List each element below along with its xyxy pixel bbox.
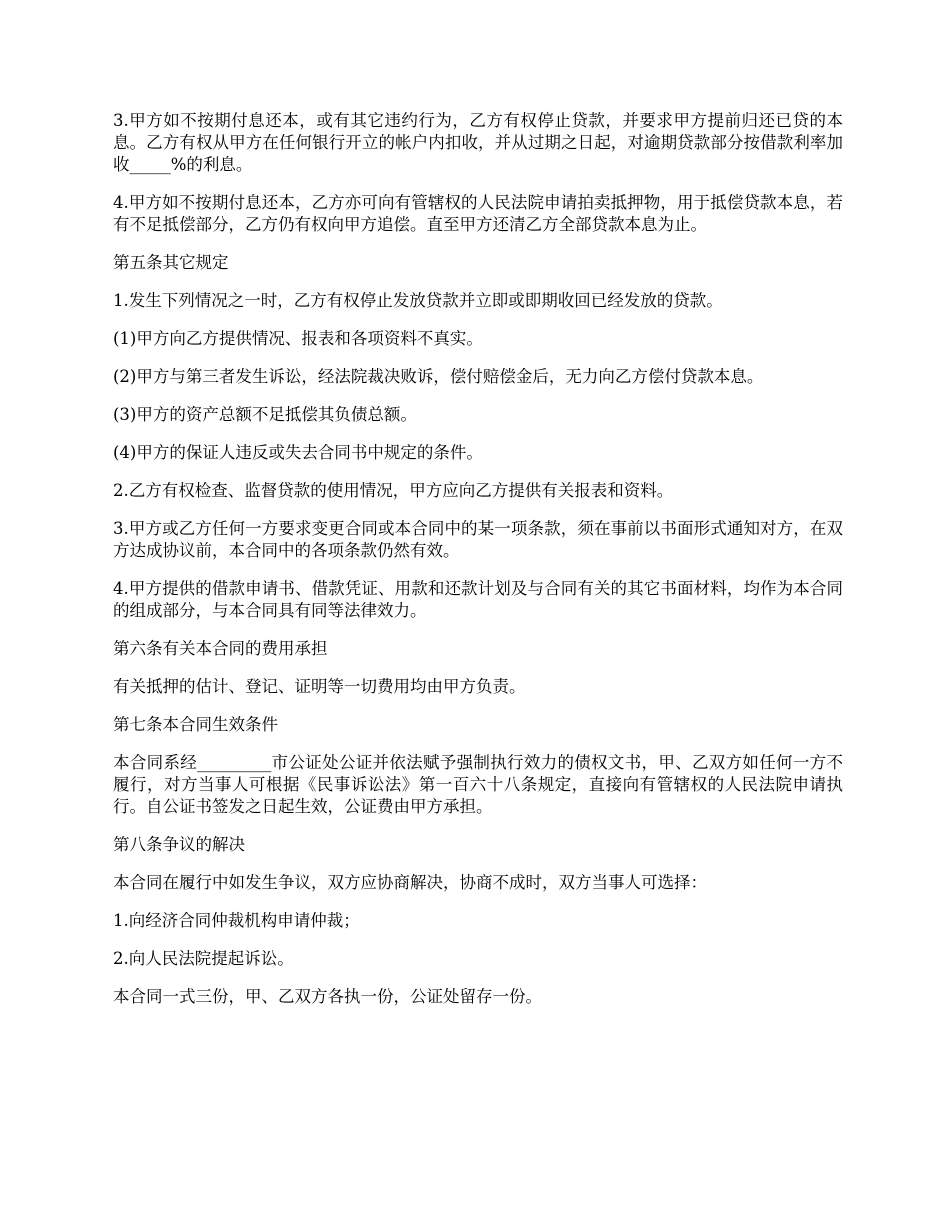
article-6-heading: 第六条有关本合同的费用承担 [113, 639, 328, 658]
clause-5-1-item-1: (1)甲方向乙方提供情况、报表和各项资料不真实。 [113, 329, 483, 348]
article-7-heading: 第七条本合同生效条件 [113, 715, 278, 734]
article-7-body: 本合同系经_________市公证处公证并依法赋予强制执行效力的债权文书，甲、乙双方如任何一方不履行，对方当事人可根据《民事诉讼法》第一百六十八条规定，直接向有管辖权的人民法院申请执行。自公证书签发之日起生效，公证费由甲方承担。 [113, 753, 843, 816]
clause-3-default-remedy: 3.甲方如不按期付息还本，或有其它违约行为，乙方有权停止贷款，并要求甲方提前归还已贷的本息。乙方有权从甲方在任何银行开立的帐户内扣收，并从过期之日起，对逾期贷款部分按借款利率加收_____%的利息。 [113, 111, 843, 174]
clause-5-3-amendment: 3.甲方或乙方任何一方要求变更合同或本合同中的某一项条款，须在事前以书面形式通知对方，在双方达成协议前，本合同中的各项条款仍然有效。 [113, 519, 843, 560]
clause-5-1-item-3: (3)甲方的资产总额不足抵偿其负债总额。 [113, 405, 417, 424]
clause-4-auction-collateral: 4.甲方如不按期付息还本，乙方亦可向有管辖权的人民法院申请拍卖抵押物，用于抵偿贷款本息，若有不足抵偿部分，乙方仍有权向甲方追偿。直至甲方还清乙方全部贷款本息为止。 [113, 193, 843, 234]
document-page [113, 110, 843, 1024]
clause-5-4-attachments: 4.甲方提供的借款申请书、借款凭证、用款和还款计划及与合同有关的其它书面材料，均作为本合同的组成部分，与本合同具有同等法律效力。 [113, 579, 843, 620]
article-8-body: 本合同在履行中如发生争议，双方应协商解决，协商不成时，双方当事人可选择： [113, 873, 707, 892]
clause-5-1-item-4: (4)甲方的保证人违反或失去合同书中规定的条件。 [113, 443, 483, 462]
article-5-heading: 第五条其它规定 [113, 253, 229, 272]
copies-clause: 本合同一式三份，甲、乙双方各执一份，公证处留存一份。 [113, 987, 542, 1006]
clause-5-1-item-2: (2)甲方与第三者发生诉讼，经法院裁决败诉，偿付赔偿金后，无力向乙方偿付贷款本息。 [113, 367, 764, 386]
article-8-option-2: 2.向人民法院提起诉讼。 [113, 949, 294, 968]
clause-5-2-inspection: 2.乙方有权检查、监督贷款的使用情况，甲方应向乙方提供有关报表和资料。 [113, 481, 674, 500]
clause-5-1-stop-loan: 1.发生下列情况之一时，乙方有权停止发放贷款并立即或即期收回已经发放的贷款。 [113, 291, 723, 310]
article-8-option-1: 1.向经济合同仲裁机构申请仲裁； [113, 911, 360, 930]
article-6-body: 有关抵押的估计、登记、证明等一切费用均由甲方负责。 [113, 677, 526, 696]
article-8-heading: 第八条争议的解决 [113, 835, 245, 854]
